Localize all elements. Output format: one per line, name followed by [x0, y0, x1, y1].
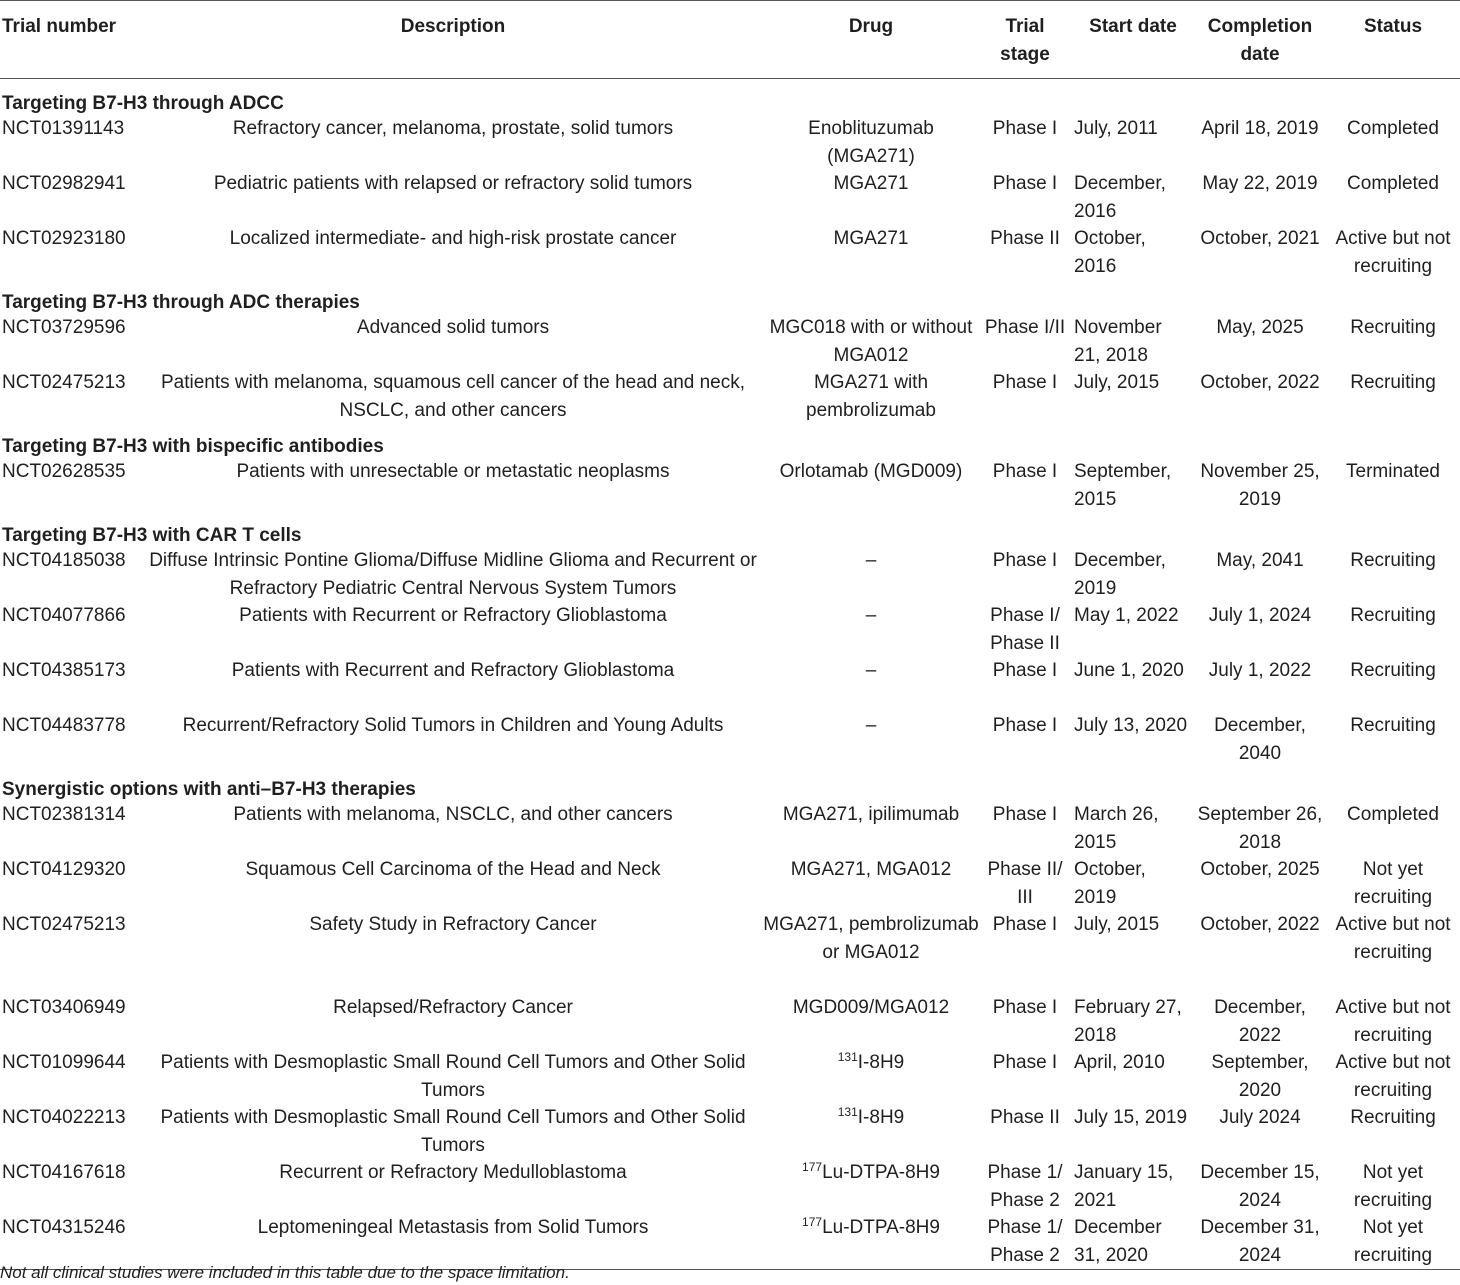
start-date-cell: January 15, 2021 [1074, 1162, 1174, 1211]
status-cell: Recruiting [1350, 550, 1436, 571]
drug-cell [760, 1049, 982, 1104]
start-date-cell: May 1, 2022 [1074, 605, 1179, 626]
drug-cell: Enoblituzumab (MGA271) [808, 118, 934, 167]
start-date-cell: March 26, 2015 [1074, 804, 1159, 853]
start-date-cell: September, 2015 [1074, 461, 1172, 510]
start-date-cell: July 15, 2019 [1074, 1107, 1188, 1128]
completion-date-cell: April 18, 2019 [1201, 118, 1319, 139]
table-row [0, 314, 1460, 369]
table-row [0, 602, 1460, 657]
drug-cell: Orlotamab (MGD009) [779, 461, 963, 482]
status-cell: Active but not recruiting [1335, 997, 1451, 1046]
table-body [0, 79, 1460, 1270]
trial-number-cell: NCT02475213 [2, 372, 126, 393]
table-row [0, 225, 1460, 280]
drug-cell: MGD009/MGA012 [792, 997, 950, 1018]
header-status: Status [1326, 1, 1460, 79]
trial-number-cell: NCT02923180 [2, 228, 126, 249]
section-title: Targeting B7-H3 with bispecific antibodies [2, 436, 384, 457]
status-cell: Recruiting [1350, 1107, 1436, 1128]
trial-number-cell: NCT02628535 [2, 461, 126, 482]
drug-cell: MGC018 with or without MGA012 [769, 317, 973, 366]
trial-stage-cell: Phase I/II [984, 317, 1066, 338]
drug-cell: – [865, 550, 877, 571]
status-cell: Not yet recruiting [1326, 1214, 1460, 1270]
completion-date-cell: November 25, 2019 [1200, 461, 1320, 510]
section-header-row [0, 513, 1460, 547]
trial-number-cell: NCT01391143 [2, 118, 125, 139]
status-cell: Not yet recruiting [1353, 859, 1433, 908]
start-date-cell: October, 2016 [1074, 228, 1146, 277]
header-drug: Drug [760, 1, 982, 79]
trial-stage-cell: Phase I [992, 173, 1058, 194]
status-cell: Recruiting [1350, 605, 1436, 626]
drug-cell: MGA271 [833, 228, 909, 249]
completion-date-cell: May, 2041 [1216, 550, 1304, 571]
table-row [0, 547, 1460, 602]
completion-date-cell: December 31, 2024 [1194, 1214, 1326, 1270]
completion-date-cell: May, 2025 [1216, 317, 1304, 338]
table-row [0, 856, 1460, 911]
trial-stage-cell: Phase II [990, 228, 1060, 249]
completion-date-cell: July 1, 2022 [1208, 660, 1312, 681]
drug-cell: – [865, 605, 877, 626]
completion-date-cell: December, 2022 [1214, 997, 1306, 1046]
description-cell: Patients with Desmoplastic Small Round Cell Tumors and Other Solid Tumors [160, 1107, 746, 1156]
completion-date-cell: September 26, 2018 [1197, 804, 1323, 853]
drug-cell: MGA271, pembrolizumab or MGA012 [763, 914, 979, 963]
description-cell: Diffuse Intrinsic Pontine Glioma/Diffuse Midline Glioma and Recurrent or Refractory Pediatric Central Nervous System Tumors [149, 550, 757, 599]
section-header-row [0, 79, 1460, 116]
table-row [0, 369, 1460, 424]
completion-date-cell: October, 2022 [1200, 372, 1320, 393]
description-cell: Recurrent/Refractory Solid Tumors in Children and Young Adults [182, 715, 724, 736]
table-row [0, 1214, 1460, 1270]
start-date-cell: October, 2019 [1074, 859, 1146, 908]
drug-name: Lu-DTPA-8H9 [822, 1217, 940, 1238]
description-cell: Patients with Recurrent and Refractory Glioblastoma [231, 660, 675, 681]
status-cell: Recruiting [1350, 660, 1436, 681]
trial-stage-cell: Phase I [992, 461, 1058, 482]
trial-stage-cell: Phase 1/ Phase 2 [987, 1162, 1063, 1211]
start-date-cell: February 27, 2018 [1074, 997, 1182, 1046]
trial-number-cell: NCT04167618 [2, 1162, 126, 1183]
header-completion-date: Completion date [1194, 1, 1326, 79]
trial-stage-cell: Phase I [992, 997, 1058, 1018]
drug-cell: MGA271, ipilimumab [782, 804, 960, 825]
drug-cell: MGA271 with pembrolizumab [806, 372, 936, 421]
header-trial-number: Trial number [0, 1, 146, 79]
status-cell: Active but not recruiting [1335, 228, 1451, 277]
trial-number-cell: NCT02475213 [2, 914, 126, 935]
description-cell: Patients with unresectable or metastatic neoplasms [236, 461, 670, 482]
isotope-superscript: 131 [837, 1105, 858, 1119]
header-description: Description [146, 1, 760, 79]
table-row [0, 458, 1460, 513]
completion-date-cell: September, 2020 [1211, 1052, 1309, 1101]
table-row [0, 657, 1460, 712]
section-header-row [0, 424, 1460, 458]
header-start-date: Start date [1068, 1, 1194, 79]
table-row [0, 911, 1460, 994]
start-date-cell: July, 2015 [1074, 372, 1160, 393]
description-cell: Localized intermediate- and high-risk prostate cancer [229, 228, 677, 249]
section-title: Targeting B7-H3 through ADC therapies [2, 292, 360, 313]
completion-date-cell: December, 2040 [1214, 715, 1306, 764]
description-cell: Patients with melanoma, NSCLC, and other cancers [233, 804, 673, 825]
description-cell: Advanced solid tumors [356, 317, 550, 338]
trial-stage-cell: Phase I [992, 914, 1058, 935]
drug-cell [760, 1159, 982, 1214]
table-row [0, 115, 1460, 170]
start-date-cell: April, 2010 [1074, 1052, 1165, 1073]
table-row [0, 1104, 1460, 1159]
description-cell: Squamous Cell Carcinoma of the Head and Neck [245, 859, 661, 880]
description-cell: Leptomeningeal Metastasis from Solid Tumors [146, 1214, 760, 1270]
table-row [0, 1159, 1460, 1214]
section-title: Targeting B7-H3 with CAR T cells [2, 525, 302, 546]
description-cell: Patients with melanoma, squamous cell cancer of the head and neck, NSCLC, and other cancers [160, 372, 746, 421]
trial-number-cell: NCT02381314 [2, 804, 126, 825]
trial-stage-cell: Phase I [992, 804, 1058, 825]
status-cell: Terminated [1346, 461, 1440, 482]
trial-stage-cell: Phase I [992, 660, 1058, 681]
start-date-cell: December, 2019 [1074, 550, 1166, 599]
status-cell: Completed [1347, 173, 1439, 194]
description-cell: Recurrent or Refractory Medulloblastoma [279, 1162, 627, 1183]
start-date-cell: December 31, 2020 [1068, 1214, 1194, 1270]
start-date-cell: July 13, 2020 [1074, 715, 1188, 736]
trial-stage-cell: Phase 1/ Phase 2 [982, 1214, 1068, 1270]
header-trial-stage: Trial stage [982, 1, 1068, 79]
trial-number-cell: NCT03406949 [2, 997, 126, 1018]
description-cell: Safety Study in Refractory Cancer [309, 914, 597, 935]
section-header-row [0, 767, 1460, 801]
trial-stage-cell: Phase I/ Phase II [990, 605, 1060, 654]
table-header [0, 1, 1460, 79]
start-date-cell: November 21, 2018 [1074, 317, 1162, 366]
completion-date-cell: October, 2022 [1200, 914, 1320, 935]
trial-number-cell: NCT04385173 [2, 660, 126, 681]
trial-number-cell: NCT04129320 [2, 859, 126, 880]
drug-name: I-8H9 [857, 1107, 905, 1128]
start-date-cell: July, 2011 [1074, 118, 1158, 139]
status-cell: Recruiting [1350, 317, 1436, 338]
isotope-superscript: 131 [837, 1050, 858, 1064]
trial-stage-cell: Phase I [992, 118, 1058, 139]
drug-cell: MGA271, MGA012 [790, 859, 952, 880]
trial-number-cell: NCT04315246 [0, 1214, 146, 1270]
drug-cell [760, 1214, 982, 1270]
status-cell: Recruiting [1350, 715, 1436, 736]
section-title: Synergistic options with anti–B7-H3 therapies [2, 779, 416, 800]
status-cell: Completed [1347, 804, 1439, 825]
status-cell: Not yet recruiting [1353, 1162, 1433, 1211]
completion-date-cell: December 15, 2024 [1200, 1162, 1320, 1211]
drug-cell [760, 1104, 982, 1159]
isotope-superscript: 177 [802, 1215, 823, 1229]
completion-date-cell: July 1, 2024 [1208, 605, 1312, 626]
completion-date-cell: July 2024 [1219, 1107, 1301, 1128]
status-cell: Completed [1347, 118, 1439, 139]
status-cell: Active but not recruiting [1335, 1052, 1451, 1101]
completion-date-cell: October, 2021 [1200, 228, 1320, 249]
status-cell: Recruiting [1350, 372, 1436, 393]
isotope-superscript: 177 [802, 1160, 823, 1174]
start-date-cell: June 1, 2020 [1074, 660, 1184, 681]
drug-cell: MGA271 [833, 173, 909, 194]
trial-number-cell: NCT04022213 [2, 1107, 126, 1128]
table-row [0, 1049, 1460, 1104]
trial-number-cell: NCT01099644 [2, 1052, 126, 1073]
drug-name: Lu-DTPA-8H9 [822, 1162, 940, 1183]
description-cell: Pediatric patients with relapsed or refractory solid tumors [213, 173, 693, 194]
trial-number-cell: NCT04077866 [2, 605, 126, 626]
table-footnote: Not all clinical studies were included in this table due to the space limitation. [0, 1263, 570, 1282]
status-cell: Active but not recruiting [1335, 914, 1451, 963]
trial-number-cell: NCT04185038 [2, 550, 126, 571]
trial-stage-cell: Phase I [992, 550, 1058, 571]
trial-stage-cell: Phase I [992, 715, 1058, 736]
drug-cell: – [865, 715, 877, 736]
description-cell: Patients with Desmoplastic Small Round Cell Tumors and Other Solid Tumors [160, 1052, 746, 1101]
description-cell: Relapsed/Refractory Cancer [333, 997, 573, 1018]
section-title: Targeting B7-H3 through ADCC [2, 93, 284, 114]
drug-cell: – [865, 660, 877, 681]
drug-name: I-8H9 [857, 1052, 905, 1073]
completion-date-cell: October, 2025 [1200, 859, 1320, 880]
description-cell: Patients with Recurrent or Refractory Glioblastoma [239, 605, 667, 626]
completion-date-cell: May 22, 2019 [1202, 173, 1318, 194]
table-row [0, 801, 1460, 856]
trial-number-cell: NCT02982941 [2, 173, 126, 194]
table-row [0, 170, 1460, 225]
trial-number-cell: NCT03729596 [2, 317, 126, 338]
start-date-cell: December, 2016 [1074, 173, 1166, 222]
trial-stage-cell: Phase II/ III [987, 859, 1063, 908]
trial-number-cell: NCT04483778 [2, 715, 126, 736]
section-header-row [0, 280, 1460, 314]
description-cell: Refractory cancer, melanoma, prostate, solid tumors [232, 118, 674, 139]
table-row [0, 994, 1460, 1049]
table-row [0, 712, 1460, 767]
start-date-cell: July, 2015 [1074, 914, 1160, 935]
trial-stage-cell: Phase I [992, 372, 1058, 393]
trial-stage-cell: Phase I [992, 1052, 1058, 1073]
trial-stage-cell: Phase II [990, 1107, 1060, 1128]
